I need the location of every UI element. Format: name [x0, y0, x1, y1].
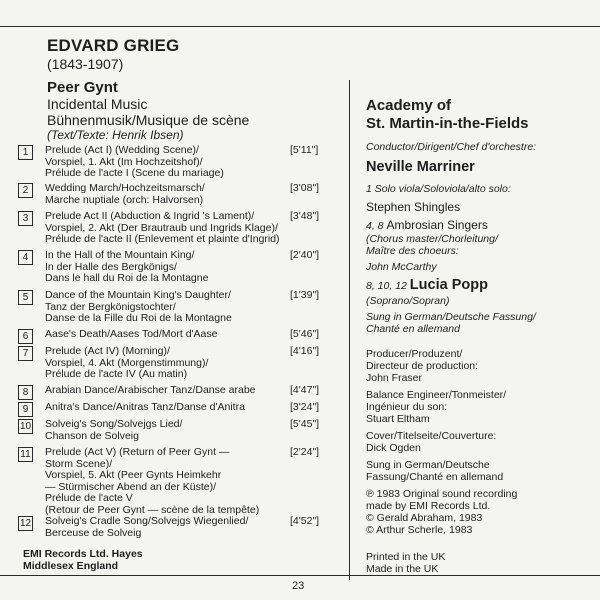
soprano-line — [366, 279, 488, 292]
viola-name: Stephen Shingles — [366, 200, 461, 214]
choir-master-role: (Chorus master/Chorleitung/ — [366, 233, 498, 245]
sung-language-plain: Sung in German/Deutsche — [366, 459, 490, 471]
conductor-role: Conductor/Dirigent/Chef d'orchestre: — [366, 141, 537, 153]
track-description: Prelude (Act V) (Return of Peer Gynt — Storm Scene)/ Vorspiel, 5. Akt (Peer Gynts Heimkehr — Stürmischer Abend an der Küste)/ Prélude de l'acte V (Retour de Peer Gynt — scène de la tempête) — [45, 446, 260, 516]
track-number: 8 — [18, 385, 33, 400]
work-text-credit: (Text/Texte: Henrik Ibsen) — [47, 128, 184, 142]
choir-master-name: John McCarthy — [366, 261, 437, 273]
soprano-tracks: 8, 10, 12 — [366, 280, 407, 292]
work-title: Peer Gynt — [47, 79, 118, 96]
choir-tracks: 4, 8 — [366, 220, 384, 232]
track-number: 2 — [18, 183, 33, 198]
top-rule — [0, 26, 600, 27]
choir-line — [366, 218, 488, 232]
conductor-name: Neville Marriner — [366, 159, 475, 175]
track-description: Dance of the Mountain King's Daughter/ Tanz der Bergkönigstochter/ Danse de la Fille du Roi de la Montagne — [45, 289, 232, 324]
track-number: 9 — [18, 402, 33, 417]
sung-language-plain: Fassung/Chanté en allemand — [366, 471, 504, 483]
track-description: In the Hall of the Mountain King/ In der Halle des Bergkönigs/ Dans le hall du Roi de la Montagne — [45, 249, 209, 284]
bottom-rule — [0, 575, 600, 576]
track-description: Solveig's Cradle Song/Solvejgs Wiegenlied/ Berceuse de Solveig — [45, 515, 249, 539]
track-description: Prelude Act II (Abduction & Ingrid 's Lament)/ Vorspiel, 2. Akt (Der Brautraub und Ingrids Klage)/ Prélude de l'acte II (Enlevement et plainte d'Ingrid) — [45, 210, 280, 245]
track-duration: [5'11"] — [290, 144, 319, 156]
track-duration: [1'39"] — [290, 289, 320, 301]
orchestra-name: St. Martin-in-the-Fields — [366, 115, 529, 132]
work-subtitle: Bühnenmusik/Musique de scène — [47, 112, 250, 128]
sung-language: Sung in German/Deutsche Fassung/ — [366, 311, 536, 323]
track-duration: [5'45"] — [290, 418, 320, 430]
choir-name: Ambrosian Singers — [386, 218, 488, 232]
track-duration: [4'16"] — [290, 345, 320, 357]
copyright-line: © Arthur Scherle, 1983 — [366, 524, 473, 536]
track-number: 7 — [18, 346, 33, 361]
track-number: 6 — [18, 329, 33, 344]
sung-language: Chanté en allemand — [366, 323, 460, 335]
track-duration: [4'47"] — [290, 384, 320, 396]
track-number: 5 — [18, 290, 33, 305]
track-number: 1 — [18, 145, 33, 160]
orchestra-name: Academy of — [366, 97, 452, 114]
engineer-name: Stuart Eltham — [366, 413, 430, 425]
track-number: 11 — [18, 447, 33, 462]
producer-role: Producer/Produzent/ — [366, 348, 463, 360]
track-description: Prelude (Act IV) (Morning)/ Vorspiel, 4. Akt (Morgenstimmung)/ Prélude de l'acte IV (Au matin) — [45, 345, 209, 380]
work-subtitle: Incidental Music — [47, 96, 148, 112]
track-number: 12 — [19, 518, 32, 529]
track-number: 10 — [19, 421, 32, 432]
printed-line: Made in the UK — [366, 563, 439, 575]
composer-years: (1843-1907) — [47, 56, 124, 72]
track-duration: [5'46"] — [290, 328, 320, 340]
viola-role: 1 Solo viola/Soloviola/alto solo: — [366, 183, 511, 195]
track-duration: [2'24"] — [290, 446, 320, 458]
producer-role: Directeur de production: — [366, 360, 479, 372]
soprano-role: (Soprano/Sopran) — [366, 295, 450, 307]
track-description: Arabian Dance/Arabischer Tanz/Danse arabe — [45, 384, 256, 396]
track-description: Aase's Death/Aases Tod/Mort d'Aase — [45, 328, 218, 340]
column-divider — [349, 80, 350, 580]
track-duration: [3'48"] — [290, 210, 320, 222]
page-number: 23 — [292, 580, 305, 592]
track-number: 4 — [18, 250, 33, 265]
track-description: Wedding March/Hochzeitsmarsch/ Marche nuptiale (orch: Halvorsen) — [45, 182, 205, 206]
record-label: EMI Records Ltd. Hayes Middlesex England — [23, 548, 143, 572]
copyright-line: © Gerald Abraham, 1983 — [366, 512, 483, 524]
track-number: 3 — [18, 211, 33, 226]
copyright-line: ℗ 1983 Original sound recording — [366, 488, 518, 500]
cover-role: Cover/Titelseite/Couverture: — [366, 430, 497, 442]
soprano-name: Lucia Popp — [409, 277, 488, 293]
track-duration: [3'08"] — [290, 182, 320, 194]
track-description: Anitra's Dance/Anitras Tanz/Danse d'Anitra — [45, 401, 245, 413]
track-duration: [2'40"] — [290, 249, 320, 261]
track-duration: [4'52"] — [290, 515, 320, 527]
track-description: Solveig's Song/Solvejgs Lied/ Chanson de Solveig — [45, 418, 183, 442]
cover-name: Dick Ogden — [366, 442, 421, 454]
work-block — [47, 79, 347, 142]
engineer-role: Ingénieur du son: — [366, 401, 448, 413]
choir-master-role: Maître des choeurs: — [366, 245, 459, 257]
engineer-role: Balance Engineer/Tonmeister/ — [366, 389, 507, 401]
printed-line: Printed in the UK — [366, 551, 446, 563]
composer-name: EDVARD GRIEG — [47, 36, 180, 55]
copyright-line: made by EMI Records Ltd. — [366, 500, 491, 512]
track-duration: [3'24"] — [290, 401, 320, 413]
producer-name: John Fraser — [366, 372, 423, 384]
track-description: Prelude (Act I) (Wedding Scene)/ Vorspiel, 1. Akt (Im Hochzeitshof)/ Prélude de l'acte I (Scene du mariage) — [45, 144, 224, 179]
